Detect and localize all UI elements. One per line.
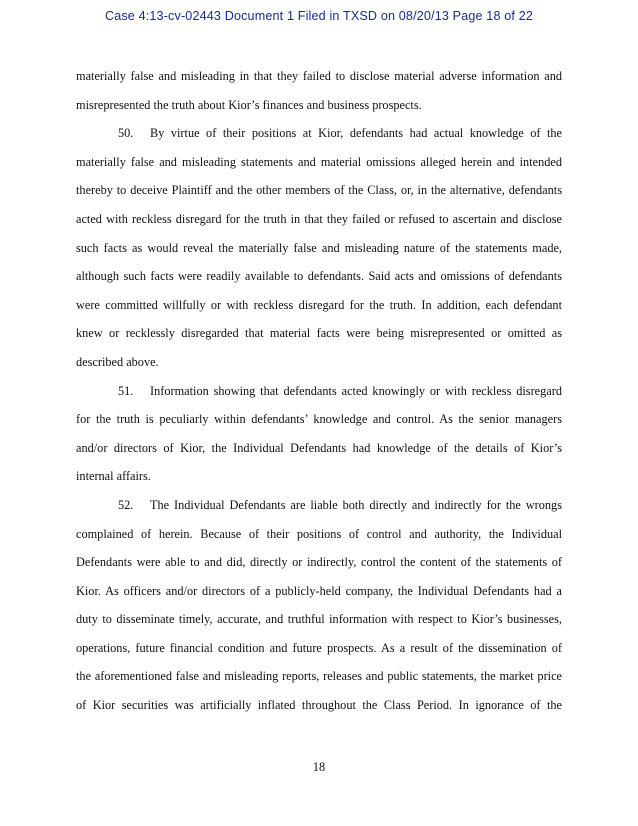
text-line: of Kior securities was artificially inflated throughout the Class Period. In ignorance of the	[76, 698, 562, 713]
text-line: misrepresented the truth about Kior’s finances and business prospects.	[76, 97, 422, 112]
text-line: complained of herein. Because of their positions of control and authority, the Individual	[76, 526, 562, 541]
paragraph-52-first-line	[76, 491, 562, 520]
text-line: internal affairs.	[76, 469, 151, 484]
page-number: 18	[312, 760, 326, 774]
paragraph-50-first-line	[76, 119, 562, 148]
text-line: Kior. As officers and/or directors of a publicly-held company, the Individual Defendants had a	[76, 583, 562, 598]
text-line: and/or directors of Kior, the Individual Defendants had knowledge of the details of Kior’s	[76, 440, 562, 455]
text-run: The Individual Defendants are liable both directly and indirectly for the wrongs	[150, 497, 562, 512]
text-line: such facts as would reveal the materially false and misleading nature of the statements made,	[76, 240, 562, 255]
text-run: Information showing that defendants acted knowingly or with reckless disregard	[150, 383, 562, 398]
text-run: By virtue of their positions at Kior, defendants had actual knowledge of the	[150, 126, 562, 141]
text-line: although such facts were readily available to defendants. Said acts and omissions of defendants	[76, 269, 562, 284]
text-line: knew or recklessly disregarded that material facts were being misrepresented or omitted as	[76, 326, 562, 341]
document-body	[76, 62, 562, 720]
text-line: operations, future financial condition and future prospects. As a result of the dissemination of	[76, 640, 562, 655]
text-line: thereby to deceive Plaintiff and the other members of the Class, or, in the alternative, defendants	[76, 183, 562, 198]
case-header-stamp: Case 4:13-cv-02443 Document 1 Filed in TXSD on 08/20/13 Page 18 of 22	[104, 9, 534, 23]
text-line: materially false and misleading in that they failed to disclose material adverse information and	[76, 69, 562, 83]
paragraph-number: 51.	[118, 383, 134, 398]
text-line: were committed willfully or with reckless disregard for the truth. In addition, each defendant	[76, 297, 562, 312]
text-line: described above.	[76, 354, 159, 369]
text-line: duty to disseminate timely, accurate, and truthful information with respect to Kior’s businesses,	[76, 612, 562, 627]
text-line: materially false and misleading statements and material omissions alleged herein and intended	[76, 154, 562, 169]
text-line: Defendants were able to and did, directly or indirectly, control the content of the statements of	[76, 555, 562, 570]
text-line: acted with reckless disregard for the truth in that they failed or refused to ascertain and disclose	[76, 211, 562, 226]
paragraph-number: 50.	[118, 126, 134, 141]
paragraph-number: 52.	[118, 497, 134, 512]
text-line: for the truth is peculiarly within defendants’ knowledge and control. As the senior managers	[76, 412, 562, 427]
text-line: the aforementioned false and misleading reports, releases and public statements, the market price	[76, 669, 562, 684]
paragraph-51-first-line	[76, 377, 562, 406]
